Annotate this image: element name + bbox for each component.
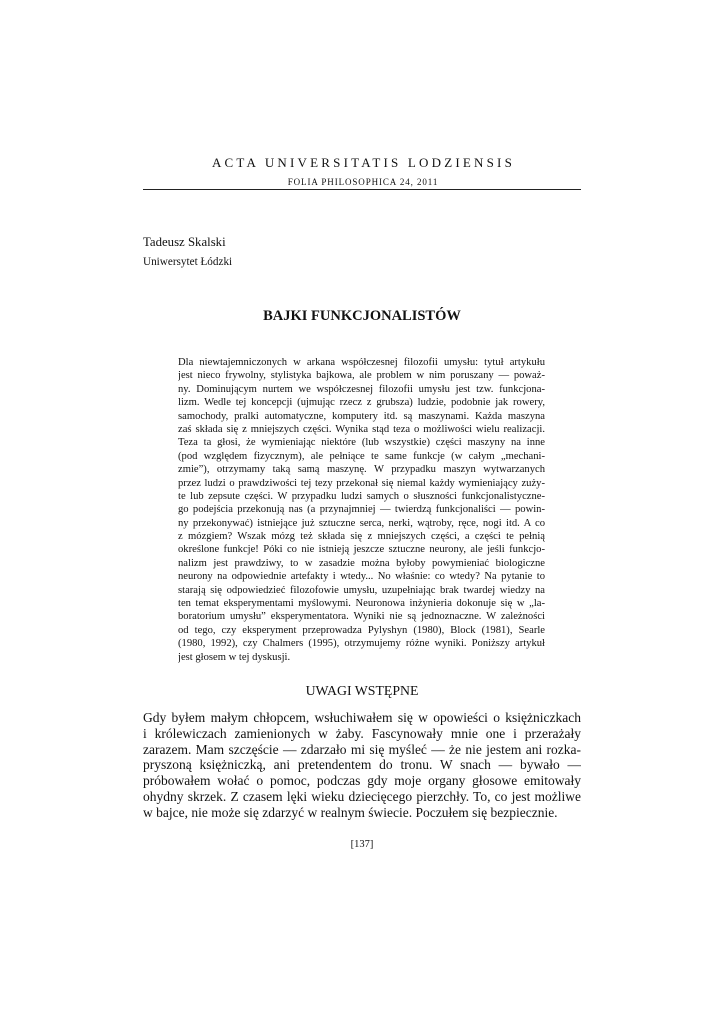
- abstract-line: zmie”), otrzymamy taką samą maszynę. W przypadku maszyn wytwarzanych: [178, 464, 545, 476]
- author-name: Tadeusz Skalski: [143, 235, 226, 249]
- journal-title: ACTA UNIVERSITATIS LODZIENSIS: [211, 155, 516, 170]
- body-line: w bajce, nie może się zdarzyć w realnym świecie. Poczułem się bezpiecznie.: [143, 804, 558, 820]
- abstract-line: go podejścia przekonują nas (a przynajmniej — twierdzą funkcjonaliści — powin-: [178, 504, 545, 516]
- abstract-line: jest głosem w tej dyskusji.: [178, 651, 291, 663]
- abstract-line: jest nieco frywolny, stylistyka bajkowa, ale problem w nim poruszany — poważ-: [178, 370, 545, 382]
- body-line: próbowałem wołać o pomoc, podczas gdy moje organy głosowe emitowały: [143, 773, 581, 789]
- abstract-line: (1980, 1992), czy Chalmers (1995), otrzymujemy różne wyniki. Poniższy artykuł: [178, 638, 545, 650]
- abstract-line: neurony na odpowiednie artefakty i wtedy... No właśnie: co wtedy? Na pytanie to: [178, 571, 545, 583]
- abstract-line: Dla niewtajemniczonych w arkana współczesnej filozofii umysłu: tytuł artykułu: [178, 357, 545, 368]
- abstract-line: samochody, pralki automatyczne, komputery itd. są maszynami. Każda maszyna: [178, 410, 545, 422]
- abstract-line: (pod względem fizycznym), ale pełniące te same funkcje (w całym „mechani-: [178, 450, 545, 462]
- body-line: ohydny skrzek. Z czasem lęki wieku dziecięcego pierzchły. To, co jest możliwe: [143, 788, 581, 804]
- abstract-line: te lub zepsute części. W przypadku ludzi samych o słuszności funkcjonalistyczne-: [178, 490, 545, 502]
- abstract-line: od tego, czy eksperyment przeprowadza Pylyshyn (1980), Block (1981), Searle: [178, 624, 545, 636]
- author-affiliation: Uniwersytet Łódzki: [143, 256, 233, 268]
- abstract-line: zaś składa się z mniejszych części. Wynika stąd teza o możliwości wielu realizacji.: [178, 423, 545, 435]
- abstract-line: starają się odpowiedzieć filozofowie umysłu, uzupełniając brak twardej wiedzy na: [178, 584, 545, 596]
- journal-series: FOLIA PHILOSOPHICA 24, 2011: [287, 177, 439, 187]
- abstract: [178, 356, 545, 664]
- abstract-line: określone funkcje! Póki co nie istnieją jeszcze sztuczne neurony, ale jeśli funkcjo-: [178, 544, 545, 556]
- article-title: BAJKI FUNKCJONALISTÓW: [263, 308, 461, 324]
- abstract-line: przez ludzi o prawdziwości tej tezy przekonał się niemal każdy wymieniający zuży-: [178, 477, 545, 489]
- abstract-line: ny przekonywać) istniejące już sztuczne serca, nerki, wątroby, ręce, nogi itd. A co: [178, 517, 545, 529]
- header-rule: [143, 189, 581, 190]
- body-paragraph: [143, 710, 581, 821]
- abstract-line: z mózgiem? Wszak mózg też składa się z mniejszych części, a części te pełnią: [178, 531, 545, 543]
- page-number: [137]: [350, 839, 374, 850]
- body-line: i królewiczach zamienionych w żaby. Fascynowały mnie one i przerażały: [143, 725, 581, 741]
- body-line: pryszoną księżniczką, ani pretendentem do tronu. W snach — bywało —: [143, 757, 581, 773]
- body-line: Gdy byłem małym chłopcem, wsłuchiwałem się w opowieści o księżniczkach: [143, 710, 581, 725]
- abstract-line: nalizm jest prawdziwy, to w zasadzie można byłoby powymieniać biologiczne: [178, 557, 545, 569]
- abstract-line: lizm. Wedle tej koncepcji (ujmując rzecz z grubsza) ludzie, podobnie jak rowery,: [178, 397, 545, 409]
- section-heading: UWAGI WSTĘPNE: [305, 683, 419, 698]
- abstract-line: ten temat eksperymentami myślowymi. Neuronowa inżynieria dokonuje się w „la-: [178, 598, 545, 610]
- abstract-line: ny. Dominującym nurtem we współczesnej filozofii umysłu jest tzw. funkcjona-: [178, 383, 545, 395]
- body-line: zarazem. Mam szczęście — zdarzało mi się myśleć — że nie jestem ani rozka-: [143, 741, 581, 757]
- abstract-line: boratorium umysłu” eksperymentatora. Wyniki nie są jednoznaczne. W zależności: [178, 611, 545, 623]
- abstract-line: Teza ta głosi, że wymieniając niektóre (lub wszystkie) części maszyny na inne: [178, 437, 545, 449]
